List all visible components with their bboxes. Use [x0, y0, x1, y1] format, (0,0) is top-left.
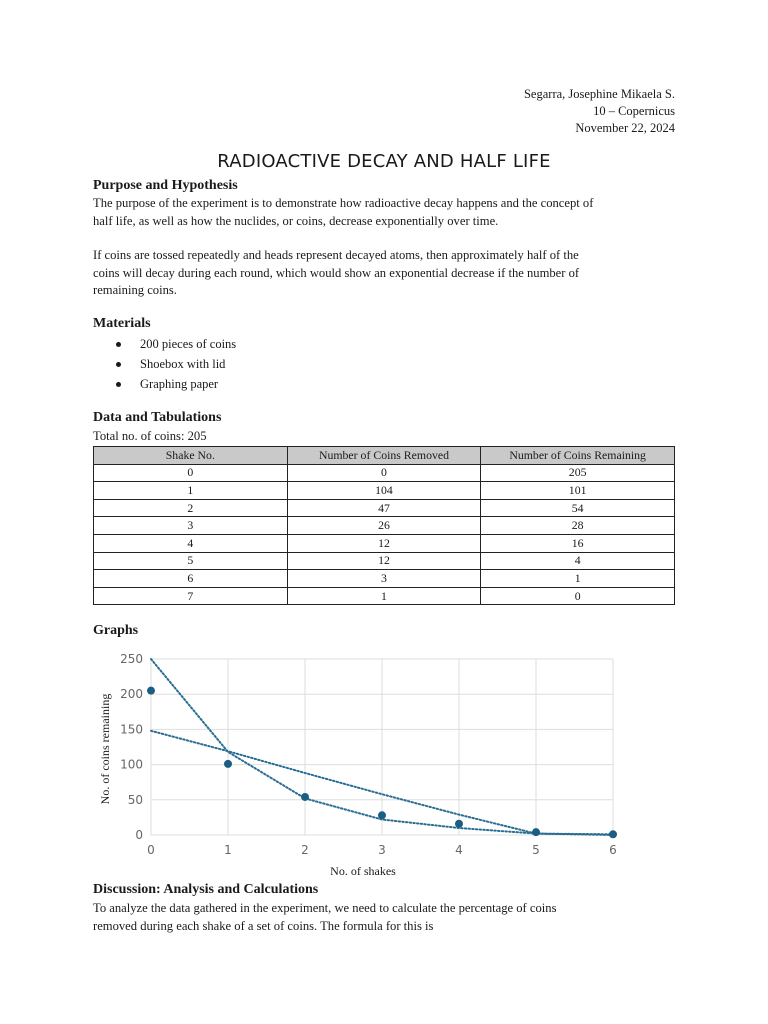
data-point	[224, 760, 232, 768]
table-cell: 4	[94, 534, 288, 552]
table-cell: 26	[287, 517, 481, 535]
author-section: 10 – Copernicus	[593, 104, 675, 118]
table-header-row	[94, 447, 675, 465]
hypothesis-line-2: coins will decay during each round, which would show an exponential decrease if the number of	[93, 265, 580, 280]
table-cell: 28	[481, 517, 675, 535]
x-axis-label: No. of shakes	[330, 864, 396, 878]
x-tick-label: 6	[609, 843, 617, 857]
table-cell: 7	[94, 587, 288, 605]
data-point	[378, 811, 386, 819]
y-tick-label: 50	[127, 792, 143, 807]
y-axis-label: No. of coins remaining	[98, 693, 112, 805]
column-header-removed: Number of Coins Removed	[287, 447, 481, 465]
table-cell: 1	[287, 587, 481, 605]
purpose-heading: Purpose and Hypothesis	[93, 178, 238, 193]
document-title: RADIOACTIVE DECAY AND HALF LIFE	[217, 151, 551, 172]
graphs-heading: Graphs	[93, 623, 139, 638]
y-tick-label: 150	[120, 722, 143, 737]
table-row	[94, 587, 675, 605]
materials-list	[111, 334, 236, 394]
chart-grid	[151, 659, 613, 835]
table-row	[94, 570, 675, 588]
list-item: Shoebox with lid	[111, 354, 236, 374]
table-cell: 5	[94, 552, 288, 570]
table-cell: 104	[287, 482, 481, 500]
data-point	[301, 793, 309, 801]
x-tick-label: 2	[301, 843, 309, 857]
x-tick-label: 5	[532, 843, 540, 857]
decay-chart	[93, 648, 623, 882]
table-row	[94, 499, 675, 517]
table-cell: 0	[94, 464, 288, 482]
table-row	[94, 534, 675, 552]
table-cell: 4	[481, 552, 675, 570]
x-tick-label: 3	[378, 843, 386, 857]
purpose-paragraph	[93, 195, 678, 230]
table-cell: 47	[287, 499, 481, 517]
chart-tick-labels	[120, 652, 617, 857]
data-table	[93, 446, 675, 605]
y-tick-label: 100	[120, 757, 143, 772]
hypothesis-line-1: If coins are tossed repeatedly and heads represent decayed atoms, then approximately half of the	[93, 248, 579, 262]
table-cell: 3	[287, 570, 481, 588]
table-cell: 0	[287, 464, 481, 482]
purpose-line-1: The purpose of the experiment is to demonstrate how radioactive decay happens and the concept of	[93, 196, 594, 210]
discussion-heading: Discussion: Analysis and Calculations	[93, 882, 319, 897]
y-tick-label: 200	[120, 687, 143, 702]
discussion-paragraph	[93, 900, 678, 935]
table-cell: 1	[481, 570, 675, 588]
author-name: Segarra, Josephine Mikaela S.	[523, 87, 675, 101]
hypothesis-paragraph	[93, 247, 678, 300]
column-header-shake: Shake No.	[94, 447, 288, 465]
table-cell: 2	[94, 499, 288, 517]
discussion-line-2: removed during each shake of a set of coins. The formula for this is	[93, 918, 434, 933]
x-tick-label: 4	[455, 843, 463, 857]
x-tick-label: 0	[147, 843, 155, 857]
table-cell: 54	[481, 499, 675, 517]
table-cell: 12	[287, 534, 481, 552]
y-tick-label: 250	[120, 652, 143, 666]
table-cell: 0	[481, 587, 675, 605]
table-row	[94, 517, 675, 535]
list-item: Graphing paper	[111, 374, 236, 394]
data-heading: Data and Tabulations	[93, 410, 222, 425]
hypothesis-line-3: remaining coins.	[93, 283, 177, 297]
table-cell: 6	[94, 570, 288, 588]
data-point	[455, 820, 463, 828]
table-cell: 12	[287, 552, 481, 570]
table-row	[94, 552, 675, 570]
x-tick-label: 1	[224, 843, 232, 857]
table-cell: 3	[94, 517, 288, 535]
purpose-line-2: half life, as well as how the nuclides, or coins, decrease exponentially over time.	[93, 213, 499, 228]
materials-heading: Materials	[93, 316, 151, 331]
list-item: 200 pieces of coins	[111, 334, 236, 354]
table-cell: 205	[481, 464, 675, 482]
table-cell: 1	[94, 482, 288, 500]
table-cell: 16	[481, 534, 675, 552]
discussion-line-1: To analyze the data gathered in the experiment, we need to calculate the percentage of coins	[93, 901, 557, 915]
data-point	[532, 828, 540, 836]
y-tick-label: 0	[135, 828, 143, 842]
table-row	[94, 482, 675, 500]
table-row	[94, 464, 675, 482]
data-point	[147, 687, 155, 695]
table-cell: 101	[481, 482, 675, 500]
column-header-remaining: Number of Coins Remaining	[481, 447, 675, 465]
data-point	[609, 830, 617, 838]
author-date: November 22, 2024	[575, 121, 675, 135]
total-coins: Total no. of coins: 205	[93, 429, 207, 443]
